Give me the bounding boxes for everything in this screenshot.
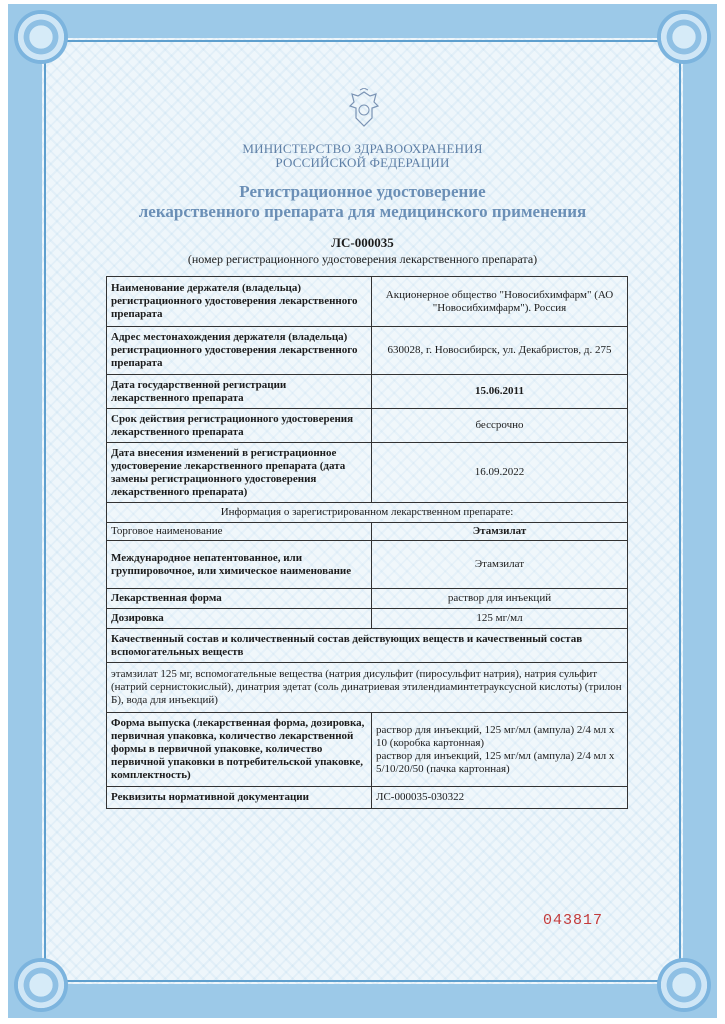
dosage-form-label: Лекарственная форма xyxy=(107,589,372,609)
table-row xyxy=(107,277,628,327)
release-form-value-line2: раствор для инъекций, 125 мг/мл (ампула) 2/4 мл х 5/10/20/50 (пачка картонная) xyxy=(376,749,615,775)
dosage-label: Дозировка xyxy=(107,609,372,629)
table-row xyxy=(107,375,628,409)
dosage-form-value: раствор для инъекций xyxy=(372,589,628,609)
table-row xyxy=(107,541,628,589)
ministry-name-line2: РОССИЙСКОЙ ФЕДЕРАЦИИ xyxy=(275,155,450,170)
amendment-date-value: 16.09.2022 xyxy=(372,443,628,503)
inn-value: Этамзилат xyxy=(372,541,628,589)
drug-info-header: Информация о зарегистрированном лекарственном препарате: xyxy=(107,503,628,523)
trade-name-value: Этамзилат xyxy=(372,523,628,541)
holder-address-label: Адрес местонахождения держателя (владельца) регистрационного удостоверения лекарственного препарата xyxy=(107,327,372,375)
document-title-line2: лекарственного препарата для медицинского применения xyxy=(138,202,587,221)
validity-value: бессрочно xyxy=(372,409,628,443)
holder-name-value: Акционерное общество "Новосибхимфарм" (АО "Новосибхимфарм"). Россия xyxy=(372,277,628,327)
registration-number-caption: (номер регистрационного удостоверения лекарственного препарата) xyxy=(187,252,538,266)
release-form-value-line1: раствор для инъекций, 125 мг/мл (ампула) 2/4 мл х 10 (коробка картонная) xyxy=(376,723,615,749)
corner-rosette-icon xyxy=(14,958,68,1012)
table-row xyxy=(107,713,628,787)
composition-text: этамзилат 125 мг, вспомогательные вещества (натрия дисульфит (пиросульфит натрия), натрия сульфит (натрий сернистокислый), динатрия эдетат (соль динатриевая этилендиаминтетрауксусной кислоты) (трилон Б), вода для инъекций) xyxy=(107,663,628,713)
trade-name-label: Торговое наименование xyxy=(107,523,372,541)
corner-rosette-icon xyxy=(657,958,711,1012)
composition-header: Качественный состав и количественный состав действующих веществ и качественный состав вспомогательных веществ xyxy=(107,629,628,663)
table-row xyxy=(107,443,628,503)
registration-date-label: Дата государственной регистрации лекарственного препарата xyxy=(107,375,372,409)
normative-doc-label: Реквизиты нормативной документации xyxy=(107,787,372,809)
table-row xyxy=(107,609,628,629)
amendment-date-label: Дата внесения изменений в регистрационное удостоверение лекарственного препарата (дата замены регистрационного удостоверения лекарственного препарата) xyxy=(107,443,372,503)
table-row xyxy=(107,663,628,713)
table-row xyxy=(107,629,628,663)
corner-rosette-icon xyxy=(14,10,68,64)
registration-number: ЛС-000035 xyxy=(331,235,394,250)
holder-name-label: Наименование держателя (владельца) регистрационного удостоверения лекарственного препарата xyxy=(107,277,372,327)
registration-date-value: 15.06.2011 xyxy=(372,375,628,409)
certificate-table xyxy=(106,276,628,809)
coat-of-arms-icon xyxy=(348,88,380,128)
validity-label: Срок действия регистрационного удостоверения лекарственного препарата xyxy=(107,409,372,443)
table-row xyxy=(107,503,628,523)
table-row xyxy=(107,787,628,809)
inn-label: Международное непатентованное, или группировочное, или химическое наименование xyxy=(107,541,372,589)
document-title-line1: Регистрационное удостоверение xyxy=(239,182,486,201)
holder-address-value: 630028, г. Новосибирск, ул. Декабристов, д. 275 xyxy=(372,327,628,375)
serial-number: 043817 xyxy=(543,912,604,929)
table-row xyxy=(107,523,628,541)
corner-rosette-icon xyxy=(657,10,711,64)
table-row xyxy=(107,327,628,375)
table-row xyxy=(107,409,628,443)
table-row xyxy=(107,589,628,609)
ministry-name-line1: МИНИСТЕРСТВО ЗДРАВООХРАНЕНИЯ xyxy=(242,141,483,156)
release-form-label: Форма выпуска (лекарственная форма, дозировка, первичная упаковка, количество лекарственной формы в первичной упаковке, количество первичной упаковки в потребительской упаковке, комплектность) xyxy=(107,713,372,787)
release-form-value xyxy=(372,713,628,787)
normative-doc-value: ЛС-000035-030322 xyxy=(372,787,628,809)
dosage-value: 125 мг/мл xyxy=(372,609,628,629)
